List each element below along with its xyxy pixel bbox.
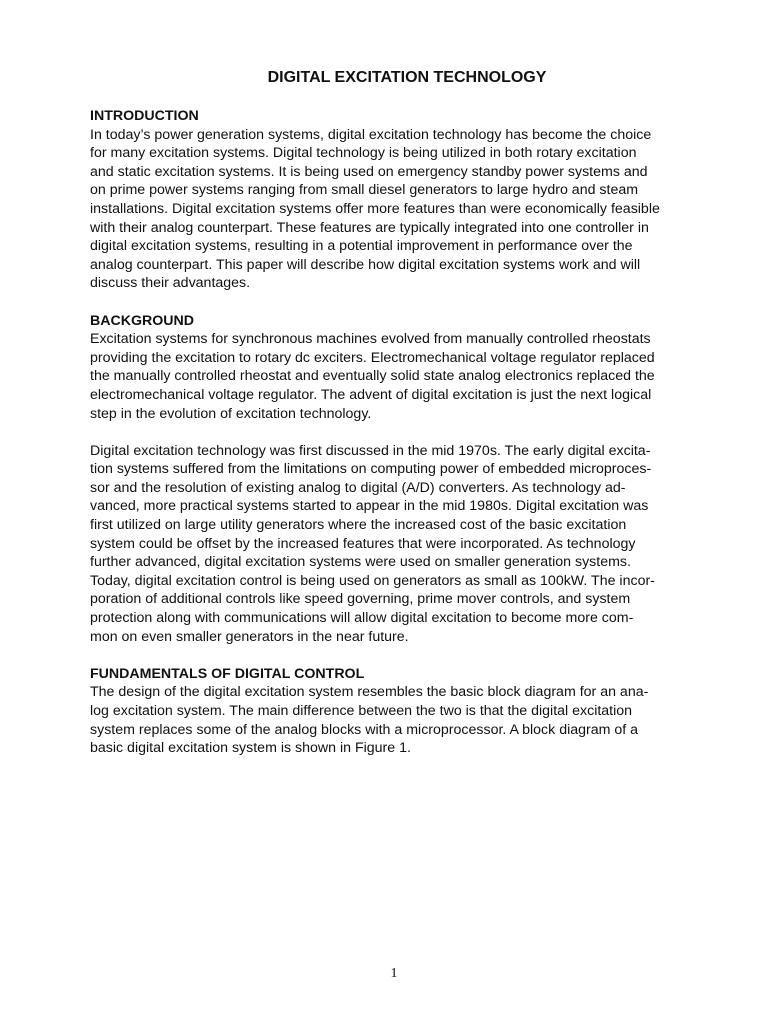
text-line: with their analog counterpart. These features are typically integrated into one controller in xyxy=(90,219,649,236)
text-line: the manually controlled rheostat and eventually solid state analog electronics replaced the xyxy=(90,368,655,385)
page-number: 1 xyxy=(390,966,398,981)
background-heading: BACKGROUND xyxy=(90,312,195,329)
fundamentals-section xyxy=(90,665,702,758)
paragraph-gap xyxy=(90,646,702,665)
document-page xyxy=(90,60,702,758)
fundamentals-heading: FUNDAMENTALS OF DIGITAL CONTROL xyxy=(90,665,365,682)
introduction-section xyxy=(90,107,702,293)
background-paragraph-2 xyxy=(90,442,702,647)
background-paragraph-1 xyxy=(90,330,702,423)
introduction-paragraph xyxy=(90,126,702,293)
text-line: analog counterpart. This paper will describe how digital excitation systems work and will xyxy=(90,256,641,273)
text-line: vanced, more practical systems started to appear in the mid 1980s. Digital excitation was xyxy=(90,498,649,515)
text-line: tion systems suffered from the limitations on computing power of embedded microproces- xyxy=(90,461,652,478)
paragraph-gap xyxy=(90,293,702,312)
background-section xyxy=(90,312,702,647)
text-line: system replaces some of the analog blocks with a microprocessor. A block diagram of a xyxy=(90,721,639,738)
text-line: electromechanical voltage regulator. The advent of digital excitation is just the next logical xyxy=(90,386,652,403)
text-line: and static excitation systems. It is being used on emergency standby power systems and xyxy=(90,163,648,180)
text-line: sor and the resolution of existing analog to digital (A/D) converters. As technology ad- xyxy=(90,479,626,496)
text-line: basic digital excitation system is shown in Figure 1. xyxy=(90,740,411,757)
text-line: Digital excitation technology was first discussed in the mid 1970s. The early digital excita- xyxy=(90,442,651,459)
text-line: step in the evolution of excitation technology. xyxy=(90,405,372,422)
text-line: Today, digital excitation control is being used on generators as small as 100kW. The incor- xyxy=(90,572,655,589)
paragraph-gap xyxy=(90,423,702,442)
text-line: In today’s power generation systems, digital excitation technology has become the choice xyxy=(90,126,652,143)
introduction-heading: INTRODUCTION xyxy=(90,108,199,124)
text-line: first utilized on large utility generators where the increased cost of the basic excitation xyxy=(90,517,627,534)
text-line: further advanced, digital excitation systems were used on smaller generation systems. xyxy=(90,554,631,571)
text-line: Excitation systems for synchronous machines evolved from manually controlled rheostats xyxy=(90,331,651,348)
text-line: protection along with communications will allow digital excitation to become more com- xyxy=(90,610,634,627)
fundamentals-paragraph xyxy=(90,683,702,757)
text-line: system could be offset by the increased features that were incorporated. As technology xyxy=(90,535,636,552)
text-line: The design of the digital excitation system resembles the basic block diagram for an ana- xyxy=(90,684,649,701)
text-line: poration of additional controls like speed governing, prime mover controls, and system xyxy=(90,591,631,608)
text-line: for many excitation systems. Digital technology is being utilized in both rotary excitation xyxy=(90,145,637,162)
text-line: log excitation system. The main difference between the two is that the digital excitation xyxy=(90,703,633,719)
text-line: mon on even smaller generators in the near future. xyxy=(90,628,409,645)
text-line: installations. Digital excitation systems offer more features than were economically feasible xyxy=(90,200,660,217)
text-line: on prime power systems ranging from small diesel generators to large hydro and steam xyxy=(90,182,639,199)
document-title: DIGITAL EXCITATION TECHNOLOGY xyxy=(267,69,547,86)
text-line: providing the excitation to rotary dc exciters. Electromechanical voltage regulator replaced xyxy=(90,349,655,366)
text-line: discuss their advantages. xyxy=(90,275,251,292)
text-line: digital excitation systems, resulting in a potential improvement in performance over the xyxy=(90,238,633,255)
